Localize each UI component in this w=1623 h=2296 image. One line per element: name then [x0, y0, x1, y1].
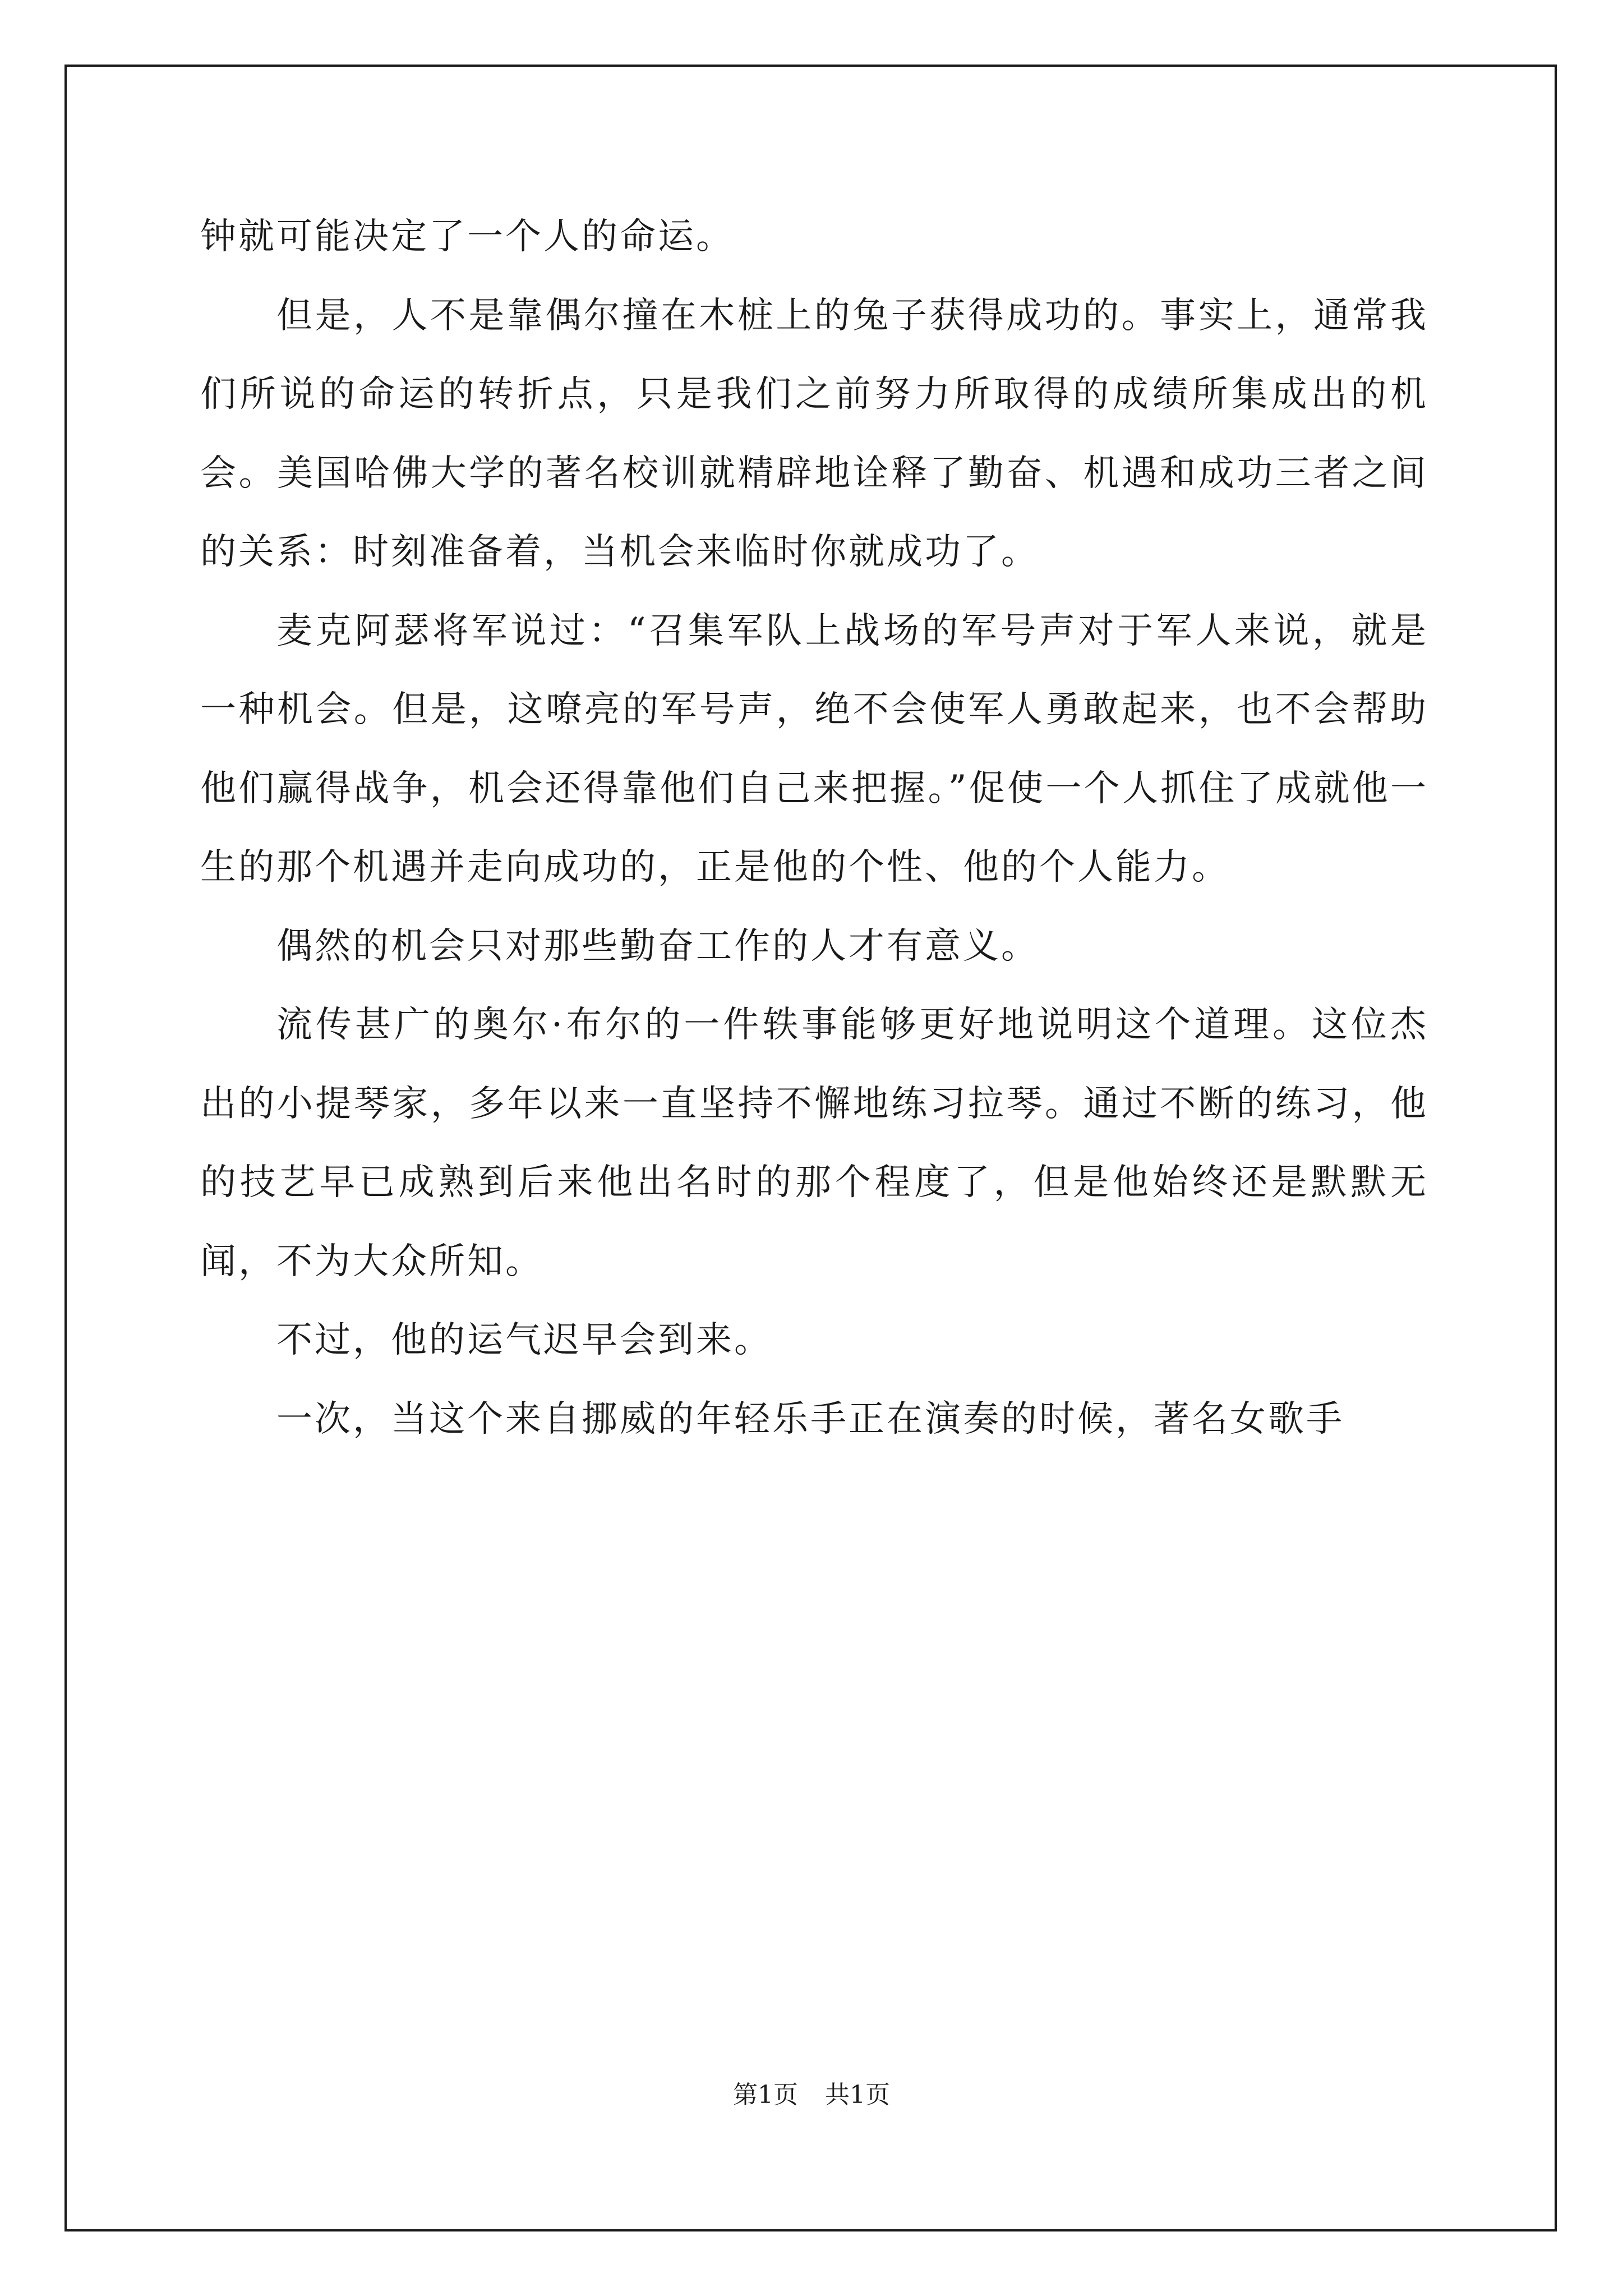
paragraph-6: 不过，他的运气迟早会到来。 — [276, 1319, 772, 1361]
page-footer — [0, 2074, 1623, 2110]
document-body — [200, 197, 1428, 1458]
paragraph-7: 一次，当这个来自挪威的年轻乐手正在演奏的时候，著名女歌手 — [276, 1398, 1344, 1440]
paragraph-5: 流传甚广的奥尔·布尔的一件轶事能够更好地说明这个道理。这位杰出的小提琴家，多年以来一直坚持不懈地练习拉琴。通过不断的练习，他的技艺早已成熟到后来他出名时的那个程度了，但是他始终还是默默无闻，不为大众所知。 — [200, 1004, 1428, 1282]
paragraph-4: 偶然的机会只对那些勤奋工作的人才有意义。 — [276, 925, 1039, 967]
page-number-current: 第1页 — [733, 2081, 798, 2109]
page-number-total: 共1页 — [825, 2081, 890, 2109]
paragraph-3: 麦克阿瑟将军说过：“召集军队上战场的军号声对于军人来说，就是一种机会。但是，这嘹亮的军号声，绝不会使军人勇敢起来，也不会帮助他们赢得战争，机会还得靠他们自己来把握。”促使一个人抓住了成就他一生的那个机遇并走向成功的，正是他的个性、他的个人能力。 — [200, 610, 1428, 888]
paragraph-1: 钟就可能决定了一个人的命运。 — [200, 216, 734, 257]
paragraph-2: 但是，人不是靠偶尔撞在木桩上的兔子获得成功的。事实上，通常我们所说的命运的转折点，只是我们之前努力所取得的成绩所集成出的机会。美国哈佛大学的著名校训就精辟地诠释了勤奋、机遇和成功三者之间的关系：时刻准备着，当机会来临时你就成功了。 — [200, 295, 1428, 573]
